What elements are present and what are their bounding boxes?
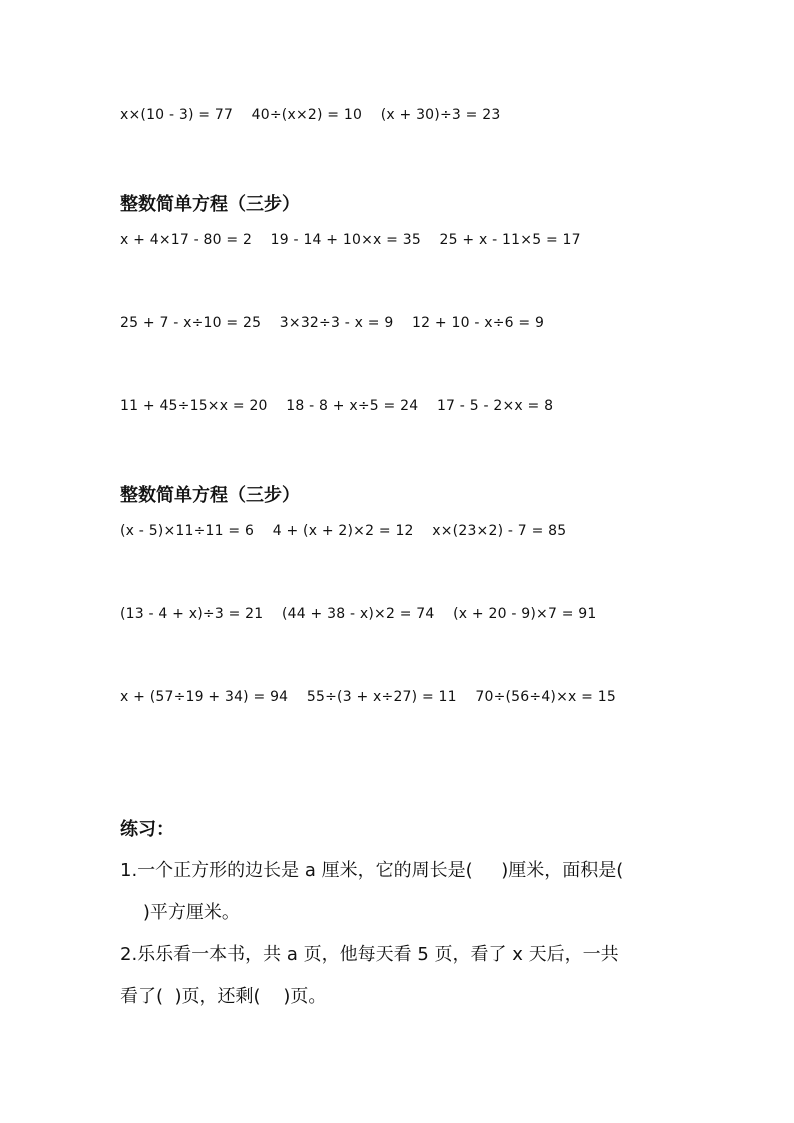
section1-line-3: 11 + 45÷15×x = 20 18 - 8 + x÷5 = 24 17 - 5 - 2×x = 8 <box>120 398 554 414</box>
section2-line-1: (x - 5)×11÷11 = 6 4 + (x + 2)×2 = 12 x×(23×2) - 7 = 85 <box>120 523 567 539</box>
practice-q2-line2: 看了( )页，还剩( )页。 <box>120 986 327 1007</box>
practice-q1-line1: 1.一个正方形的边长是 a 厘米，它的周长是( )厘米，面积是( <box>120 860 624 881</box>
section2-title: 整数简单方程（三步） <box>120 485 300 506</box>
section1-line-2: 25 + 7 - x÷10 = 25 3×32÷3 - x = 9 12 + 10 - x÷6 = 9 <box>120 315 545 331</box>
section2-line-2: (13 - 4 + x)÷3 = 21 (44 + 38 - x)×2 = 74 (x + 20 - 9)×7 = 91 <box>120 606 597 622</box>
practice-title: 练习： <box>120 819 174 840</box>
section1-title: 整数简单方程（三步） <box>120 194 300 215</box>
section1-line-1: x + 4×17 - 80 = 2 19 - 14 + 10×x = 35 25 + x - 11×5 = 17 <box>120 232 581 248</box>
section2-line-3: x + (57÷19 + 34) = 94 55÷(3 + x÷27) = 11 70÷(56÷4)×x = 15 <box>120 689 616 705</box>
practice-q2-line1: 2.乐乐看一本书，共 a 页，他每天看 5 页，看了 x 天后，一共 <box>120 944 619 965</box>
practice-q1-line2: )平方厘米。 <box>120 902 240 923</box>
intro-equations: x×(10 - 3) = 77 40÷(x×2) = 10 (x + 30)÷3 = 23 <box>120 107 501 123</box>
